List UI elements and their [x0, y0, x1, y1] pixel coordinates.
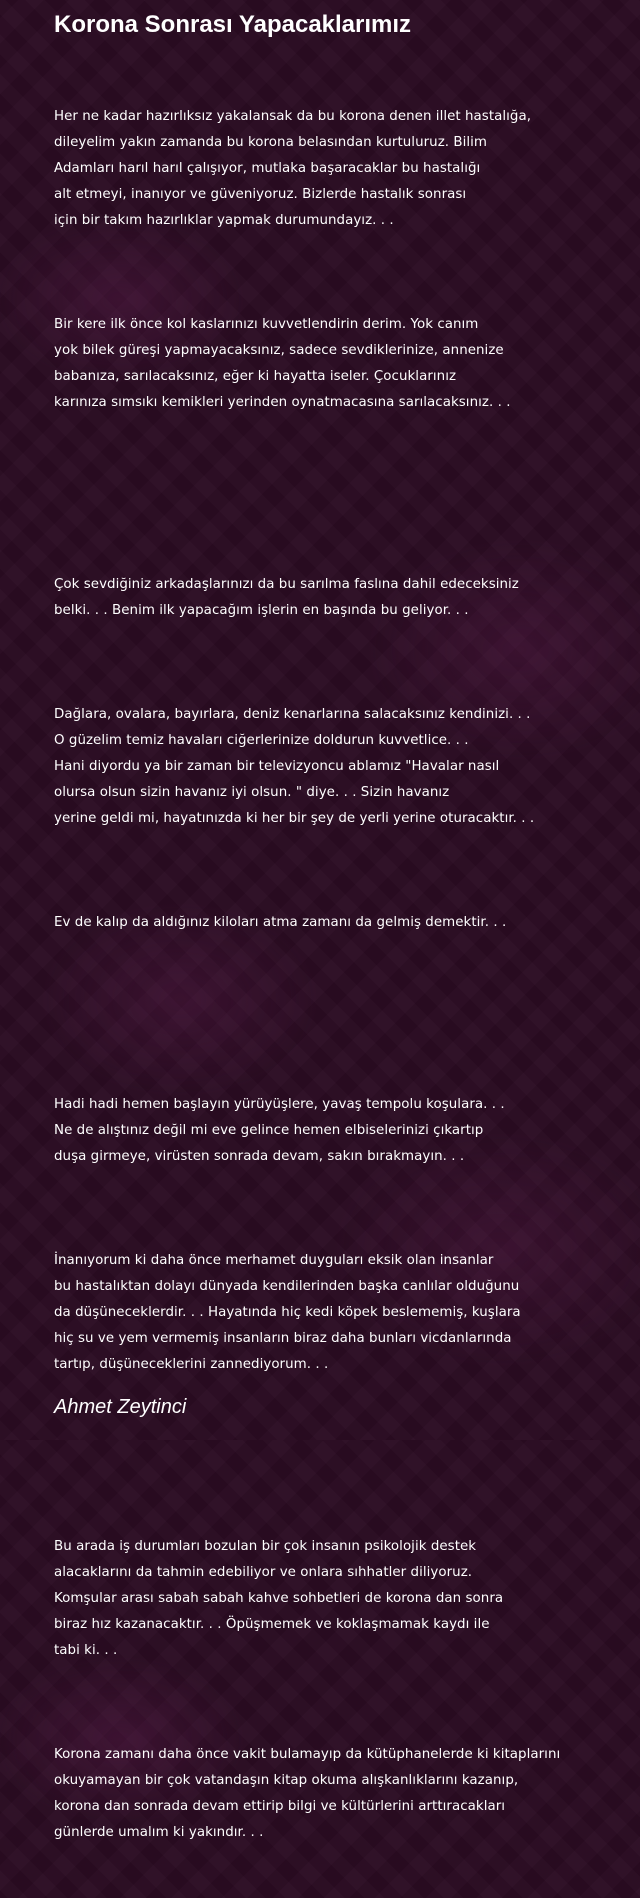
- stanza-9: Korona zamanı daha önce vakit bulamayıp da kütüphanelerde ki kitaplarını okuyamayan bir çok vatandaşın kitap okuma alışkanlıklarını kazanıp, korona dan sonrada devam ettirip bilgi ve kültürlerini arttıracakları günlerde umalım ki yakındır. . .: [54, 1747, 561, 1840]
- stanza-1: Her ne kadar hazırlıksız yakalansak da bu korona denen illet hastalığa, dileyelim yakın zamanda bu korona belasından kurtuluruz. Bilim Adamları harıl harıl çalışıyor, mutlaka başaracaklar bu hastalığı alt etmeyi, inanıyor ve güveniyoruz. Bizlerde hastalık sonrası için bir takım hazırlıklar yapmak durumundayız. . .: [54, 109, 532, 228]
- stanza-2: Bir kere ilk önce kol kaslarınızı kuvvetlendirin derim. Yok canım yok bilek güreşi yapmayacaksınız, sadece sevdiklerinize, annenize babanıza, sarılacaksınız, eğer ki hayatta iseler. Çocuklarınız karınıza sımsıkı kemikleri yerinden oynatmacasına sarılacaksınız. . .: [54, 317, 511, 410]
- stanza-6: Hadi hadi hemen başlayın yürüyüşlere, yavaş tempolu koşulara. . . Ne de alıştınız değil mi eve gelince hemen elbiselerinizi çıkartıp duşa girmeye, virüsten sonrada devam, sakın bırakmayın. . .: [54, 1097, 505, 1164]
- stanza-8: Bu arada iş durumları bozulan bir çok insanın psikolojik destek alacaklarını da tahmin edebiliyor ve onlara sıhhatler diliyoruz. Komşular arası sabah sabah kahve sohbetleri de korona dan sonra biraz hız kazanacaktır. . . Öpüşmemek ve koklaşmamak kaydı ile tabi ki. . .: [54, 1539, 504, 1658]
- stanza-4: Dağlara, ovalara, bayırlara, deniz kenarlarına salacaksınız kendinizi. . . O güzelim temiz havaları ciğerlerinize doldurun kuvvetlice. . . Hani diyordu ya bir zaman bir televizyoncu ablamız "Havalar nasıl olursa olsun sizin havanız iyi olsun. " diye. . . Sizin havanız yerine geldi mi, hayatınızda ki her bir şey de yerli yerine oturacaktır. . .: [54, 707, 535, 826]
- stanza-7: İnanıyorum ki daha önce merhamet duyguları eksik olan insanlar bu hastalıktan dolayı dünyada kendilerinden başka canlılar olduğunu da düşüneceklerdir. . . Hayatında hiç kedi köpek beslememiş, kuşlara hiç su ve yem vermemiş insanların biraz daha bunları vicdanlarında tartıp, düşüneceklerini zannediyorum. . .: [54, 1253, 521, 1372]
- stanza-3: Çok sevdiğiniz arkadaşlarınızı da bu sarılma faslına dahil edeceksiniz belki. . . Benim ilk yapacağım işlerin en başında bu geliyor. . .: [54, 577, 519, 618]
- stanza-5: Ev de kalıp da aldığınız kiloları atma zamanı da gelmiş demektir. . .: [54, 915, 507, 930]
- poem-title: Korona Sonrası Yapacaklarımız: [54, 11, 412, 38]
- poem-container: [54, 8, 634, 1898]
- poem-body: [54, 52, 634, 1898]
- author-name[interactable]: Ahmet Zeytinci: [54, 1396, 187, 1418]
